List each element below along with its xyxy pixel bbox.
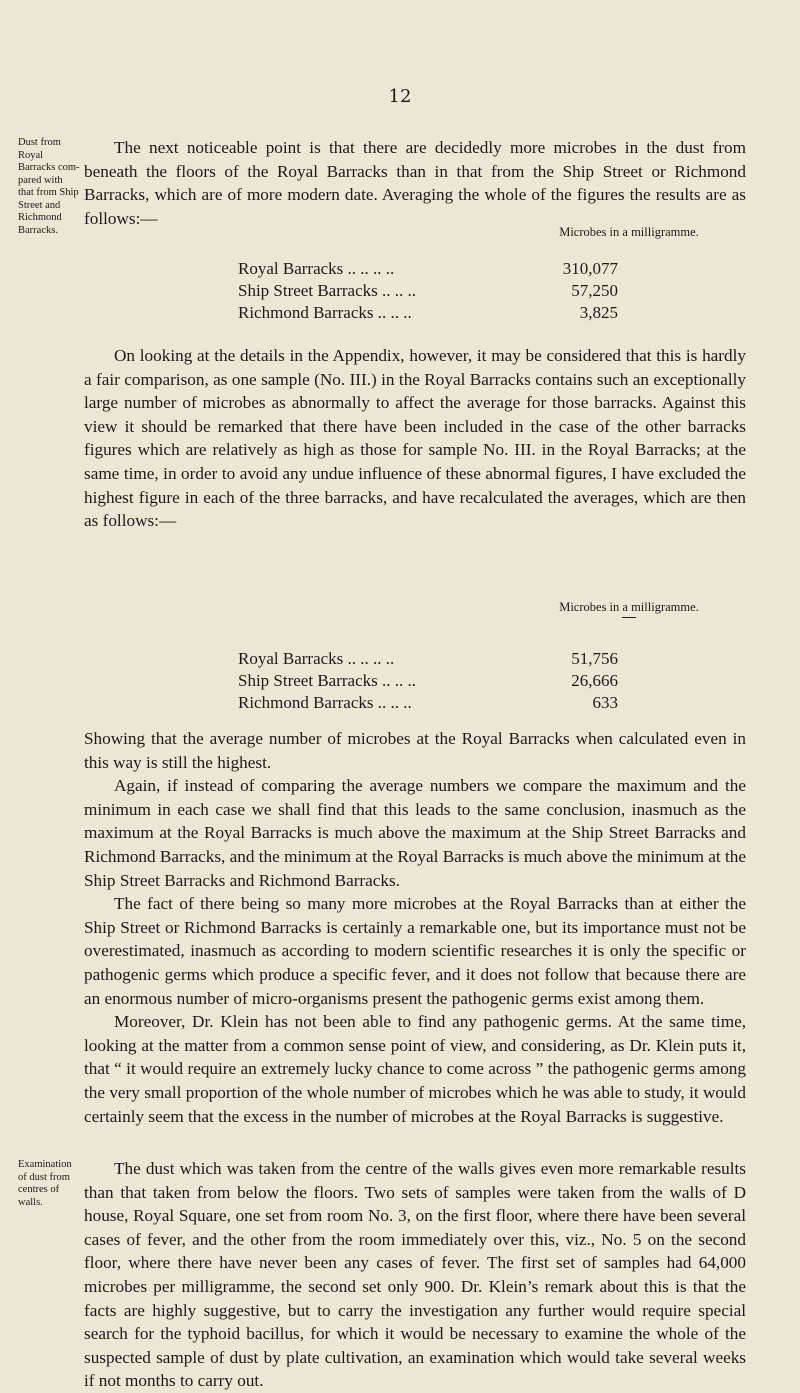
table-1-averages [238,258,618,324]
page-number: 12 [388,86,412,107]
table-row: Royal Barracks .. .. .. .. 310,077 [238,259,618,278]
margin-note-dust-comparison: Dust from Royal Barracks com- pared with that from Ship Street and Richmond Barracks. [18,137,80,236]
table-row: Ship Street Barracks .. .. .. 57,250 [238,281,618,300]
paragraph-intro: The next noticeable point is that there are decidedly more microbes in the dust from beneath the floors of the Royal Barracks than in that from the Ship Street or Richmond Barracks, which are of more modern date. Averaging the whole of the figures the results are as follows:— [84,138,746,228]
paragraph-appendix-comparison: On looking at the details in the Appendix, however, it may be considered that this is hardly a fair comparison, as one sample (No. III.) in the Royal Barracks contains such an exceptionally large number of microbes as abnormally to affect the average for those barracks. Against this view it should be remarked that there have been included in the case of the other barracks figures which are relatively as high as those for sample No. III. in the Royal Barracks; at the same time, in order to avoid any undue influence of these abnormal figures, I have excluded the highest figure in each of the three barracks, and have recalculated the averages, which are then as follows:— [84,346,746,531]
divider [622,617,636,618]
body-text-block: Showing that the average number of microbes at the Royal Barracks when calculated even in this way is still the highest. Again, if instead of comparing the average numbers we compare the maximum and the minimum in each case we shall find that this leads to the same conclusion, inasmuch as the maximum at the Royal Barracks is much above the maximum at the Ship Street Barracks and Richmond Barracks, and the minimum at the Royal Barracks is much above the minimum at the Ship Street Barracks and Richmond Barracks. The fact of there being so many more microbes at the Royal Barracks than at either the Ship Street or Richmond Barracks is certainly a remarkable one, but its importance must not be overestimated, inasmuch as according to modern scientific researches it is only the specific or pathogenic germs which produce a specific fever, and it does not follow that because there are an enormous number of micro-organisms present the pathogenic germs exist among them. Moreover, Dr. Klein has not been able to find any pathogenic germs. At the same time, looking at the matter from a common sense point of view, and considering, as Dr. Klein puts it, that “ it would require an extremely lucky chance to come across ” the pathogenic germs among the very small proportion of the whole number of microbes which he was able to study, it would certainly seem that the excess in the number of microbes at the Royal Barracks is suggestive. [84,729,746,1126]
table-1-column-heading: Microbes in a milligramme. [559,225,699,239]
table-row: Richmond Barracks .. .. .. 633 [238,693,618,712]
table-2-column-heading: Microbes in a milligramme. [544,600,714,618]
table-row: Royal Barracks .. .. .. .. 51,756 [238,649,618,668]
table-row: Richmond Barracks .. .. .. 3,825 [238,303,618,322]
table-row: Ship Street Barracks .. .. .. 26,666 [238,671,618,690]
paragraph-wall-examination: The dust which was taken from the centre of the walls gives even more remarkable results than that taken from below the floors. Two sets of samples were taken from the walls of D house, Royal Square, one set from room No. 3, on the first floor, where there have been several cases of fever, and the other from the room immediately over this, viz., No. 5 on the second floor, where there have never been any cases of fever. The first set of samples had 64,000 microbes per milligramme, the second set only 900. Dr. Klein’s remark about this is that the facts are highly suggestive, but to carry the investigation any further would require special search for the typhoid bacillus, for which it would be necessary to examine the whole of the suspected sample of dust by plate cultivation, an examination which would take several weeks if not months to carry out. [84,1159,746,1391]
table-2-recalculated-averages [238,648,618,714]
margin-note-wall-dust: Examination of dust from centres of walls. [18,1159,72,1208]
